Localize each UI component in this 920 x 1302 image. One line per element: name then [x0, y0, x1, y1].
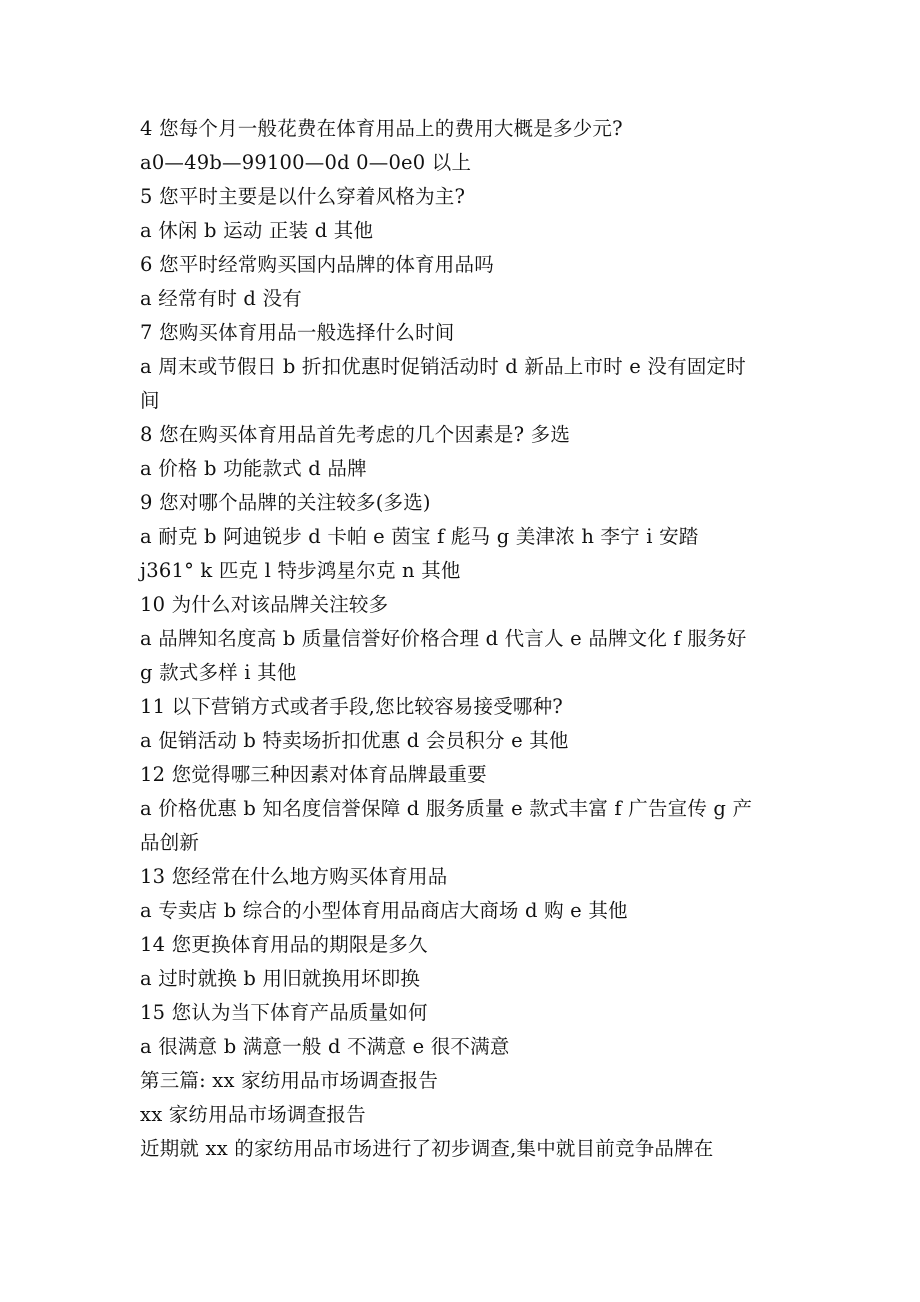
text-line: 近期就 xx 的家纺用品市场进行了初步调查,集中就目前竞争品牌在	[140, 1137, 714, 1160]
text-line: a 很满意 b 满意一般 d 不满意 e 很不满意	[140, 1035, 510, 1058]
text-line: 7 您购买体育用品一般选择什么时间	[140, 321, 455, 344]
text-line: 品创新	[140, 831, 200, 854]
text-line: a 价格优惠 b 知名度信誉保障 d 服务质量 e 款式丰富 f 广告宣传 g 产	[140, 797, 753, 820]
text-line: j361° k 匹克 l 特步鸿星尔克 n 其他	[140, 559, 461, 582]
text-line: 9 您对哪个品牌的关注较多(多选)	[140, 491, 431, 514]
document-page	[140, 112, 790, 1166]
section-heading: 第三篇: xx 家纺用品市场调查报告	[140, 1069, 439, 1092]
text-line: 13 您经常在什么地方购买体育用品	[140, 865, 448, 888]
text-line: 14 您更换体育用品的期限是多久	[140, 933, 428, 956]
text-line: 间	[140, 389, 160, 412]
text-line: a 专卖店 b 综合的小型体育用品商店大商场 d 购 e 其他	[140, 899, 628, 922]
text-line: 5 您平时主要是以什么穿着风格为主?	[140, 185, 466, 208]
text-line: 11 以下营销方式或者手段,您比较容易接受哪种?	[140, 695, 563, 718]
text-line: 4 您每个月一般花费在体育用品上的费用大概是多少元?	[140, 117, 623, 140]
text-line: a0—49b—99100—0d 0—0e0 以上	[140, 151, 472, 174]
report-title: xx 家纺用品市场调查报告	[140, 1103, 366, 1126]
text-line: g 款式多样 i 其他	[140, 661, 297, 684]
text-line: 6 您平时经常购买国内品牌的体育用品吗	[140, 253, 494, 276]
text-line: a 经常有时 d 没有	[140, 287, 302, 310]
text-line: a 价格 b 功能款式 d 品牌	[140, 457, 367, 480]
text-line: a 过时就换 b 用旧就换用坏即换	[140, 967, 421, 990]
text-line: a 耐克 b 阿迪锐步 d 卡帕 e 茵宝 f 彪马 g 美津浓 h 李宁 i 安踏	[140, 525, 699, 548]
text-line: a 促销活动 b 特卖场折扣优惠 d 会员积分 e 其他	[140, 729, 569, 752]
text-line: 10 为什么对该品牌关注较多	[140, 593, 389, 616]
text-line: 8 您在购买体育用品首先考虑的几个因素是? 多选	[140, 423, 571, 446]
text-line: a 品牌知名度高 b 质量信誉好价格合理 d 代言人 e 品牌文化 f 服务好	[140, 627, 747, 650]
text-line: a 休闲 b 运动 正装 d 其他	[140, 219, 374, 242]
text-line: 12 您觉得哪三种因素对体育品牌最重要	[140, 763, 487, 786]
text-line: 15 您认为当下体育产品质量如何	[140, 1001, 428, 1024]
text-line: a 周末或节假日 b 折扣优惠时促销活动时 d 新品上市时 e 没有固定时	[140, 355, 746, 378]
